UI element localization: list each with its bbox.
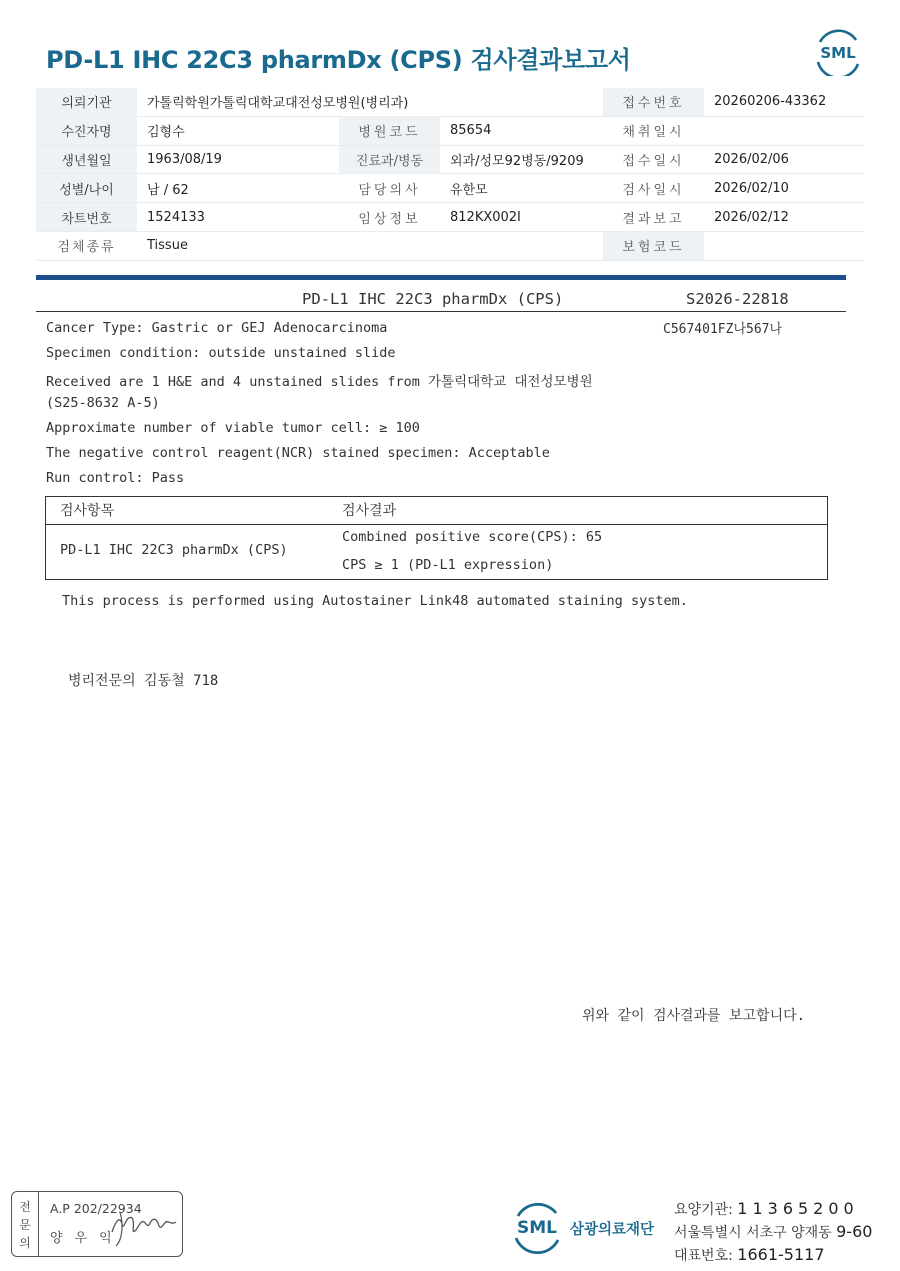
report-code: C567401FZ나567나: [663, 322, 783, 337]
result-table: [45, 496, 828, 580]
value-patient-name: 김형수: [137, 116, 339, 145]
report-test-name: PD-L1 IHC 22C3 pharmDx (CPS): [302, 290, 564, 308]
label-chart-number: 차트번호: [36, 203, 137, 232]
report-title: PD-L1 IHC 22C3 pharmDx (CPS) 검사결과보고서: [46, 46, 631, 74]
care-code-value: 11365200: [737, 1199, 859, 1218]
value-attending-doctor: 유한모: [440, 174, 603, 203]
value-chart-number: 1524133: [137, 203, 339, 232]
value-hospital-code: 85654: [440, 116, 603, 145]
value-insurance-code: [704, 231, 864, 260]
detail-tumor-cell: Approximate number of viable tumor cell: ≥ 100: [46, 420, 420, 436]
address-label: 서울특별시 서초구 양재동: [674, 1225, 832, 1241]
result-header-divider: [46, 524, 827, 525]
value-receipt-date: 2026/02/06: [704, 145, 864, 174]
value-test-date: 2026/02/10: [704, 174, 864, 203]
label-sex-age: 성별/나이: [36, 174, 137, 203]
report-underline: [36, 311, 846, 312]
value-sex-age: 남 / 62: [137, 174, 339, 203]
label-report-date: 결과보고: [603, 203, 704, 232]
sml-logo: [812, 28, 864, 76]
sml-footer-logo: [509, 1200, 565, 1254]
result-col-result: 검사결과: [342, 503, 397, 519]
stamp-side-char: 전: [19, 1200, 31, 1214]
value-department-ward: 외과/성모92병동/9209: [440, 145, 603, 174]
foundation-name: 삼광의료재단: [570, 1222, 655, 1238]
info-row: [36, 203, 864, 232]
pathologist-signoff: 병리전문의 김동철 718: [68, 673, 219, 689]
detail-cancer-type: Cancer Type: Gastric or GEJ Adenocarcinoma: [46, 320, 388, 336]
value-receipt-number: 20260206-43362: [704, 88, 864, 116]
label-requesting-institution: 의뢰기관: [36, 88, 137, 116]
info-row: [36, 145, 864, 174]
result-cps-score: Combined positive score(CPS): 65: [342, 529, 603, 545]
stamp-specialist-name: 양우익: [50, 1231, 124, 1246]
stamp-side-char: 문: [19, 1218, 31, 1232]
stamp-ap-number: A.P 202/22934: [50, 1201, 142, 1216]
value-requesting-institution: 가톨릭학원가톨릭대학교대전성모병원(병리과): [137, 88, 603, 116]
detail-slide-id: (S25-8632 A-5): [46, 395, 160, 411]
result-cps-interpretation: CPS ≥ 1 (PD-L1 expression): [342, 557, 554, 573]
detail-specimen-condition: Specimen condition: outside unstained slide: [46, 345, 396, 361]
label-clinical-info: 임상정보: [339, 203, 440, 232]
label-insurance-code: 보험코드: [603, 231, 704, 260]
label-patient-name: 수진자명: [36, 116, 137, 145]
value-collection-date: [704, 116, 864, 145]
handwritten-signature: [106, 1202, 182, 1248]
label-receipt-number: 접수번호: [603, 88, 704, 116]
phone-label: 대표번호:: [674, 1248, 733, 1264]
detail-run-control: Run control: Pass: [46, 470, 185, 486]
sml-footer-logo-text: SML: [517, 1218, 557, 1238]
info-row: [36, 116, 864, 145]
label-specimen-type: 검체종류: [36, 231, 137, 260]
process-note: This process is performed using Autostainer Link48 automated staining system.: [62, 593, 688, 609]
detail-negative-control: The negative control reagent(NCR) stained specimen: Acceptable: [46, 445, 550, 461]
closing-statement: 위와 같이 검사결과를 보고합니다.: [582, 1008, 806, 1024]
result-col-item: 검사항목: [60, 503, 115, 519]
care-code-label: 요양기관:: [674, 1202, 733, 1218]
info-row: [36, 174, 864, 203]
care-institution-code: [674, 1199, 859, 1219]
value-clinical-info: 812KX002I: [440, 203, 603, 232]
address-number: 9-60: [836, 1222, 873, 1241]
label-hospital-code: 병원코드: [339, 116, 440, 145]
info-row: [36, 88, 864, 116]
section-divider: [36, 275, 846, 280]
address: [674, 1222, 872, 1242]
value-specimen-type: Tissue: [137, 231, 603, 260]
main-phone: [674, 1245, 825, 1265]
report-number: S2026-22818: [686, 290, 789, 308]
patient-info-table: [36, 88, 864, 261]
phone-value: 1661-5117: [737, 1245, 825, 1264]
label-birth-date: 생년월일: [36, 145, 137, 174]
info-row: [36, 231, 864, 260]
stamp-side-label: [12, 1192, 39, 1256]
label-receipt-date: 접수일시: [603, 145, 704, 174]
sml-logo-text: SML: [820, 44, 856, 62]
stamp-side-char: 의: [19, 1236, 31, 1250]
result-item: PD-L1 IHC 22C3 pharmDx (CPS): [60, 542, 288, 558]
value-birth-date: 1963/08/19: [137, 145, 339, 174]
specialist-stamp: [11, 1191, 183, 1257]
label-attending-doctor: 담당의사: [339, 174, 440, 203]
detail-received-slides: Received are 1 H&E and 4 unstained slides from 가톨릭대학교 대전성모병원: [46, 374, 593, 390]
label-department-ward: 진료과/병동: [339, 145, 440, 174]
value-report-date: 2026/02/12: [704, 203, 864, 232]
label-collection-date: 채취일시: [603, 116, 704, 145]
label-test-date: 검사일시: [603, 174, 704, 203]
